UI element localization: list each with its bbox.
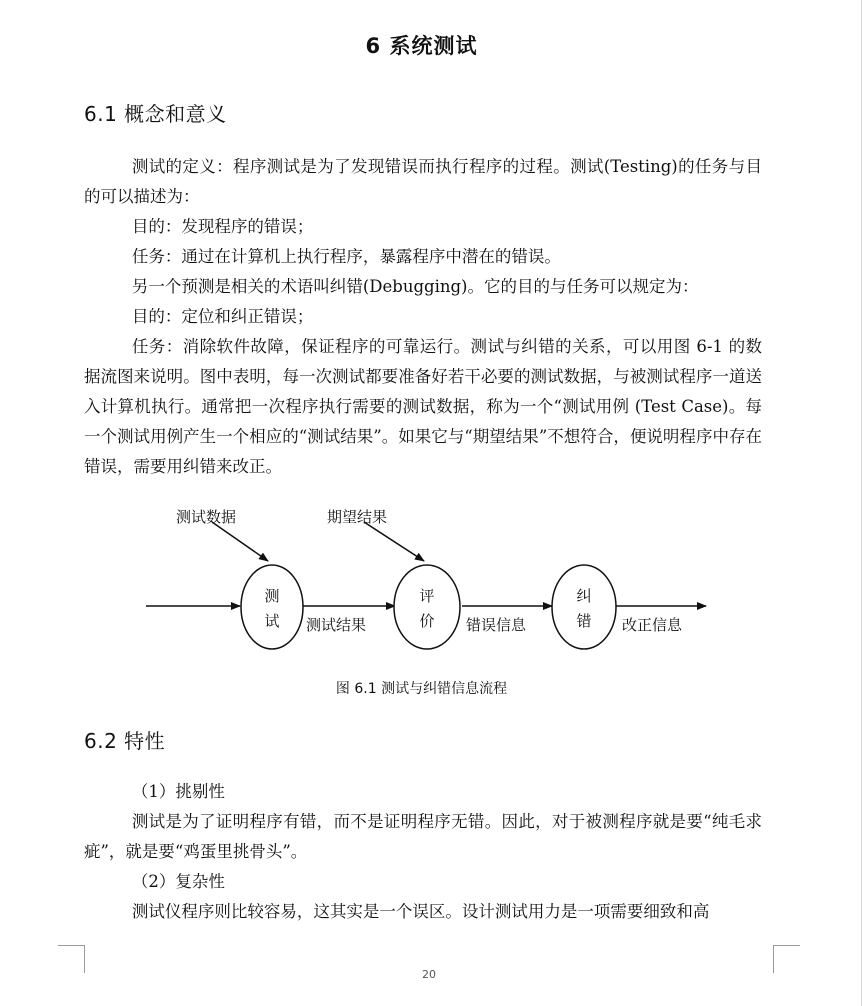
node-debug-label-1: 纠 xyxy=(576,587,592,605)
arrow-expected-result xyxy=(364,522,424,561)
item-complexity: （2）复杂性 xyxy=(131,872,225,891)
paragraph-test-purpose: 目的：发现程序的错误； xyxy=(131,217,314,236)
section-2-body xyxy=(84,777,762,927)
crop-mark-right-h xyxy=(774,945,800,946)
flow-diagram xyxy=(140,498,720,658)
paragraph-debug-purpose: 目的：定位和纠正错误； xyxy=(131,307,314,326)
node-evaluate-label-1: 评 xyxy=(419,587,435,605)
chapter-title: 6 系统测试 xyxy=(365,34,478,58)
node-test-label-2: 试 xyxy=(264,612,280,630)
paragraph-complexity: 测试仪程序则比较容易，这其实是一个误区。设计测试用力是一项需要细致和高 xyxy=(131,902,710,921)
flow-diagram-svg xyxy=(140,498,720,658)
label-expected-result: 期望结果 xyxy=(327,508,388,526)
node-test-label-1: 测 xyxy=(264,587,280,605)
node-debug-label-2: 错 xyxy=(576,612,592,630)
section-1-body xyxy=(84,152,762,482)
node-debug xyxy=(552,565,616,649)
paragraph-debug-task: 任务：消除软件故障，保证程序的可靠运行。测试与纠错的关系，可以用图 6-1 的数据流图来说明。图中表明，每一次测试都要准备好若干必要的测试数据，与被测试程序一道送入计算机执行。通常把一次程序执行需要的测试数据，称为一个“测试用例 (Test Case)。每一个测试用例产生一个相应的“测试结果”。如果它与“期望结果”不想符合，便说明程序中存在错误，需要用纠错来改正。 xyxy=(84,337,762,476)
item-pickiness: （1）挑剔性 xyxy=(131,782,225,801)
paragraph-pickiness: 测试是为了证明程序有错，而不是证明程序无错。因此，对于被测程序就是要“纯毛求疵”，就是要“鸡蛋里挑骨头”。 xyxy=(84,812,762,861)
node-evaluate xyxy=(394,565,460,649)
label-error-info: 错误信息 xyxy=(466,616,527,634)
page-number: 20 xyxy=(422,968,436,981)
figure-caption: 图 6.1 测试与纠错信息流程 xyxy=(335,681,508,697)
arrow-test-data xyxy=(212,522,268,561)
label-test-data: 测试数据 xyxy=(176,508,237,526)
node-test xyxy=(241,565,303,649)
section-heading-2: 6.2 特性 xyxy=(84,729,166,753)
paragraph-debugging: 另一个预测是相关的术语叫纠错(Debugging)。它的目的与任务可以规定为： xyxy=(131,277,699,296)
paragraph-test-task: 任务：通过在计算机上执行程序，暴露程序中潜在的错误。 xyxy=(131,247,561,266)
paragraph-definition: 测试的定义：程序测试是为了发现错误而执行程序的过程。测试(Testing)的任务与目的可以描述为： xyxy=(84,157,762,206)
label-correction-info: 改正信息 xyxy=(622,616,683,634)
page-edge xyxy=(861,0,862,1006)
section-heading-1: 6.1 概念和意义 xyxy=(84,102,227,126)
node-evaluate-label-2: 价 xyxy=(419,612,435,630)
crop-mark-left-h xyxy=(58,945,84,946)
label-test-result: 测试结果 xyxy=(306,616,367,634)
